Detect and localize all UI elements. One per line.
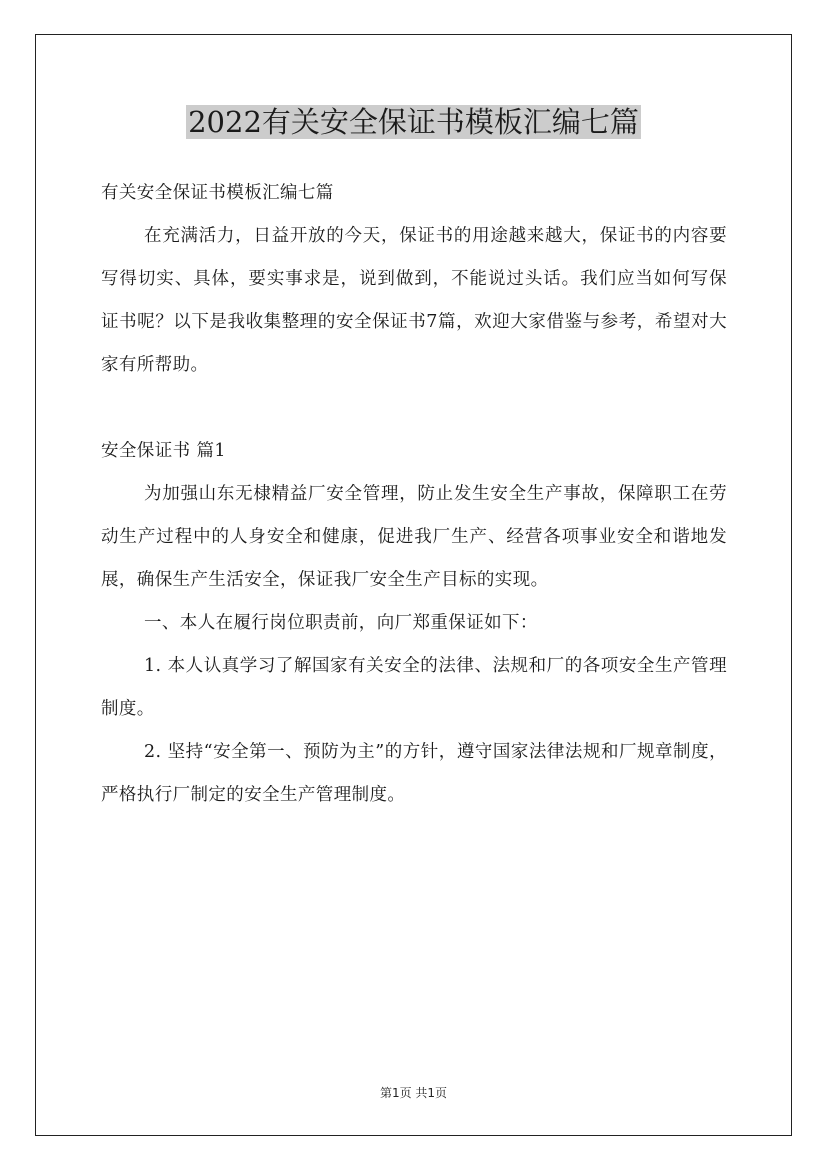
body-paragraph: 为加强山东无棣精益厂安全管理，防止发生安全生产事故，保障职工在劳动生产过程中的人身安全和健康，促进我厂生产、经营各项事业安全和谐地发展，确保生产生活安全，保证我厂安全生产目标的实现。 <box>101 484 727 590</box>
body-paragraph: 1. 本人认真学习了解国家有关安全的法律、法规和厂的各项安全生产管理制度。 <box>101 656 727 719</box>
body-paragraph: 一、本人在履行岗位职责前，向厂郑重保证如下： <box>144 613 538 633</box>
page-footer <box>0 1084 827 1101</box>
page-number-label: 第1页 共1页 <box>379 1086 448 1100</box>
section-heading: 安全保证书 篇1 <box>101 441 226 461</box>
document-subtitle: 有关安全保证书模板汇编七篇 <box>101 183 334 203</box>
document-body <box>101 172 727 817</box>
intro-paragraph: 在充满活力，日益开放的今天，保证书的用途越来越大，保证书的内容要写得切实、具体，要实事求是，说到做到，不能说过头话。我们应当如何写保证书呢？以下是我收集整理的安全保证书7篇，欢迎大家借鉴与参考，希望对大家有所帮助。 <box>101 226 727 375</box>
document-title-text: 2022有关安全保证书模板汇编七篇 <box>188 105 639 139</box>
body-paragraph: 2. 坚持“安全第一、预防为主”的方针，遵守国家法律法规和厂规章制度，严格执行厂制定的安全生产管理制度。 <box>101 742 727 805</box>
document-title <box>0 101 827 143</box>
